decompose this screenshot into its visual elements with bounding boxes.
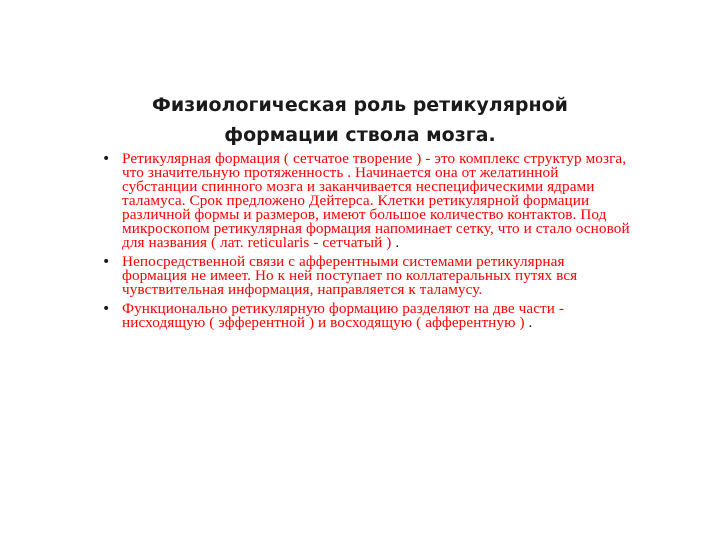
bullet-icon: • (102, 301, 111, 317)
bullet-end-1: . (391, 234, 400, 251)
slide-title-line-1: Физиологическая роль ретикулярной (152, 94, 568, 116)
slide-title-line-2: формации ствола мозга. (224, 124, 496, 146)
bullet-item-2 (100, 255, 630, 297)
bullet-text-3: Функционально ретикулярную формацию разделяют на две части - нисходящую ( эфферентной ) и восходящую ( афферентную ) (122, 300, 565, 331)
bullet-icon: • (102, 151, 111, 167)
bullet-list (100, 152, 630, 335)
bullet-item-3 (100, 302, 630, 330)
slide-title (100, 90, 620, 150)
bullet-text-1: Ретикулярная формация ( сетчатое творение ) - это комплекс структур мозга, что значительную протяженность . Начинается она от желатинной субстанции спинного мозга и заканчивается неспецифическими ядрами таламуса. Срок предложено Дейтерса. Клетки ретикулярной формации различной формы и размеров, имеют большое количество контактов. Под микроскопом ретикулярная формация напоминает сетку, что и стало основой для названия ( лат. reticularis - сетчатый ) (122, 150, 630, 251)
bullet-end-3: . (524, 314, 533, 331)
bullet-item-1 (100, 152, 630, 250)
bullet-icon: • (102, 254, 111, 270)
bullet-text-2: Непосредственной связи с афферентными системами ретикулярная формация не имеет. Но к ней поступает по коллатеральных путях вся чувствительная информация, направляется к таламусу. (122, 253, 578, 298)
